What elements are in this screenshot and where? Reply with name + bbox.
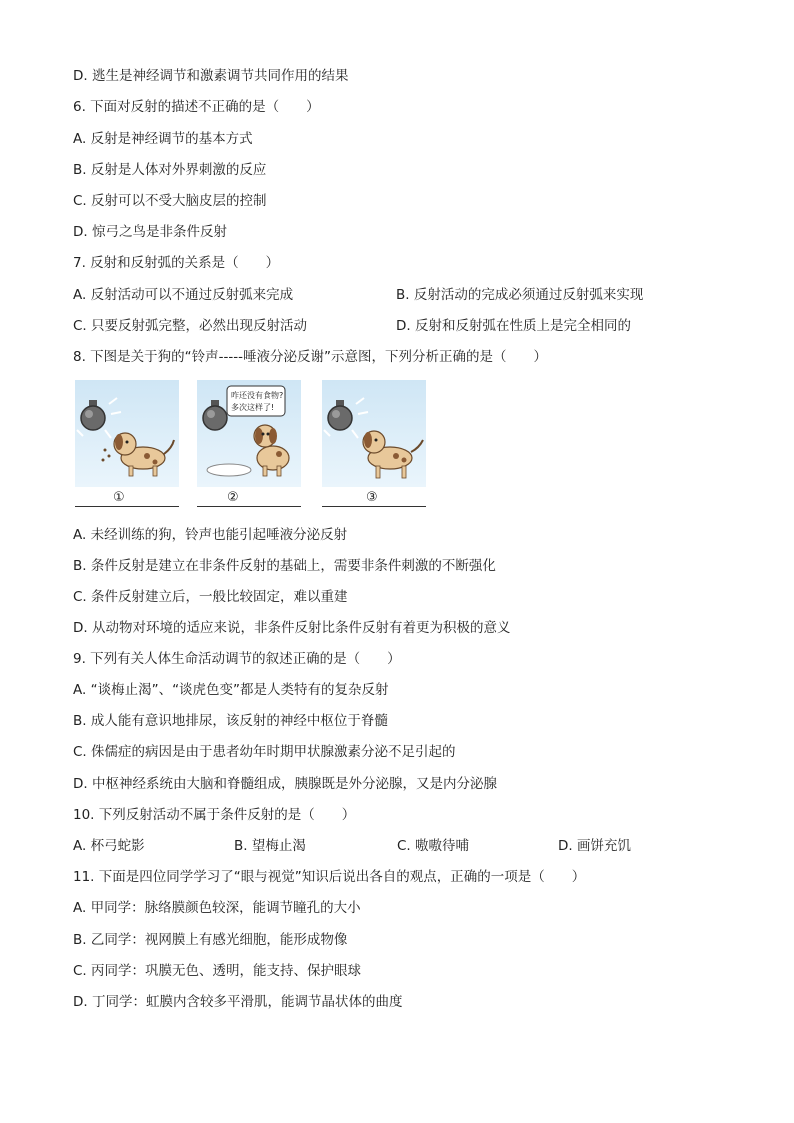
q11-option-a: A. 甲同学：脉络膜颜色较深，能调节瞳孔的大小 — [73, 900, 361, 916]
q8-option-b: B. 条件反射是建立在非条件反射的基础上，需要非条件刺激的不断强化 — [73, 558, 496, 574]
figure-baseline-2 — [197, 506, 301, 507]
q10-option-c: C. 嗷嗷待哺 — [397, 838, 470, 854]
q6-option-b: B. 反射是人体对外界刺激的反应 — [73, 162, 267, 178]
panel-label-2: ② — [227, 490, 239, 505]
q7-option-a: A. 反射活动可以不通过反射弧来完成 — [73, 287, 294, 303]
q10-stem: 10. 下列反射活动不属于条件反射的是（ ） — [73, 807, 356, 823]
figure-panel-2 — [197, 380, 301, 487]
q6-option-a: A. 反射是神经调节的基本方式 — [73, 131, 253, 147]
q7-option-b: B. 反射活动的完成必须通过反射弧来实现 — [396, 287, 644, 303]
sweat-drops-icon — [102, 449, 111, 462]
panel-label-1: ① — [113, 490, 125, 505]
bell-icon — [81, 400, 105, 430]
q7-option-d: D. 反射和反射弧在性质上是完全相同的 — [396, 318, 631, 334]
q9-stem: 9. 下列有关人体生命活动调节的叙述正确的是（ ） — [73, 651, 401, 667]
q8-option-d: D. 从动物对环境的适应来说，非条件反射比条件反射有着更为积极的意义 — [73, 620, 511, 636]
q8-option-c: C. 条件反射建立后，一般比较固定，难以重建 — [73, 589, 348, 605]
dog-icon — [363, 431, 423, 478]
q8-stem: 8. 下图是关于狗的“铃声-----唾液分泌反谢”示意图，下列分析正确的是（ ） — [73, 349, 548, 365]
bell-icon — [203, 400, 227, 430]
figure-panel-1 — [75, 380, 179, 487]
figure-baseline-3 — [322, 506, 426, 507]
q6-option-c: C. 反射可以不受大脑皮层的控制 — [73, 193, 267, 209]
q7-option-c: C. 只要反射弧完整，必然出现反射活动 — [73, 318, 308, 334]
q9-option-c: C. 侏儒症的病因是由于患者幼年时期甲状腺激素分泌不足引起的 — [73, 744, 456, 760]
q10-option-a: A. 杯弓蛇影 — [73, 838, 145, 854]
dog-icon — [254, 425, 289, 476]
q5-option-d: D. 逃生是神经调节和激素调节共同作用的结果 — [73, 68, 349, 84]
speech-line-2: 多次这样了! — [231, 403, 275, 412]
speech-line-1: 咋还没有食物? — [231, 391, 284, 400]
q8-option-a: A. 未经训练的狗，铃声也能引起唾液分泌反射 — [73, 527, 348, 543]
q11-option-b: B. 乙同学：视网膜上有感光细胞，能形成物像 — [73, 932, 348, 948]
q9-option-a: A. “谈梅止渴”、“谈虎色变”都是人类特有的复杂反射 — [73, 682, 389, 698]
q10-option-b: B. 望梅止渴 — [234, 838, 306, 854]
q6-option-d: D. 惊弓之鸟是非条件反射 — [73, 224, 227, 240]
speech-bubble-icon — [227, 386, 285, 416]
q6-stem: 6. 下面对反射的描述不正确的是（ ） — [73, 99, 320, 115]
panel-label-3: ③ — [366, 490, 378, 505]
q7-stem: 7. 反射和反射弧的关系是（ ） — [73, 255, 280, 271]
q11-option-c: C. 丙同学：巩膜无色、透明，能支持、保护眼球 — [73, 963, 362, 979]
dog-icon — [114, 433, 174, 476]
q11-stem: 11. 下面是四位同学学习了“眼与视觉”知识后说出各自的观点，正确的一项是（ ） — [73, 869, 586, 885]
figure-panel-3 — [322, 380, 426, 487]
q9-option-d: D. 中枢神经系统由大脑和脊髓组成，胰腺既是外分泌腺，又是内分泌腺 — [73, 776, 497, 792]
q11-option-d: D. 丁同学：虹膜内含较多平滑肌，能调节晶状体的曲度 — [73, 994, 403, 1010]
bell-icon — [328, 400, 352, 430]
q9-option-b: B. 成人能有意识地排尿，该反射的神经中枢位于脊髓 — [73, 713, 388, 729]
figure-baseline-1 — [75, 506, 179, 507]
empty-bowl-icon — [207, 464, 251, 476]
q10-option-d: D. 画饼充饥 — [558, 838, 631, 854]
